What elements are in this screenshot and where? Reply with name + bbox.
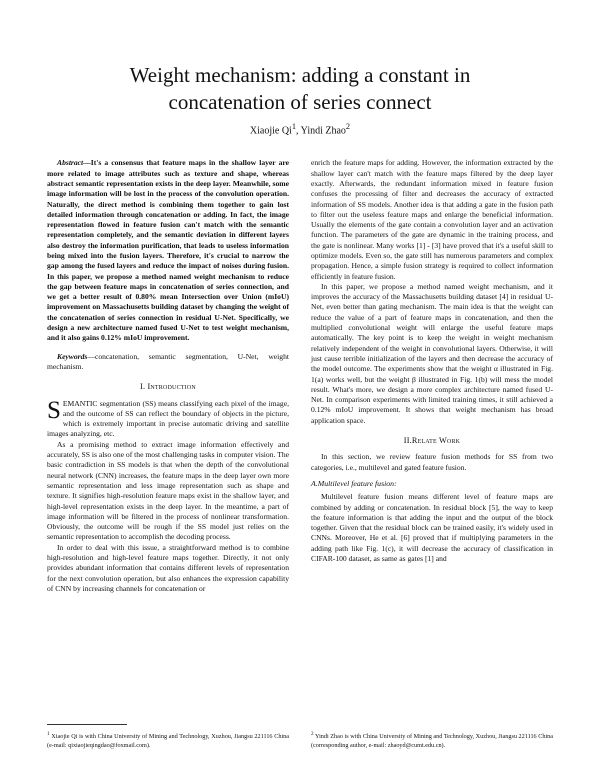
related-paragraph-1: In this section, we review feature fusion methods for SS from two categories, i.e., multilevel and gated feature fusion.	[311, 452, 553, 472]
right-paragraph-1: enrich the feature maps for adding. However, the information extracted by the shallow layer can't match with the feature maps filtered by the deep layer exactly. Afterwards, the redundant information mixed in feature fusion confuses the processing of filter and decreases the accuracy of extracted information of SS models. Another idea is that adding a gate in the fusion path to filter out the useless feature maps and enlarge the beneficial information. Usually the elements of the gate contain a convolution layer and an activation function. The parameters of the gate are dynamic in the training process, and the gate is nonlinear. Many works [1] - [3] have proved that it's a useful skill to optimize models. Even so, the gate still has numerous parameters and complex propagation. Hence, a simple fusion strategy is required to collect information efficiently in feature fusion.	[311, 158, 553, 281]
right-paragraph-2: In this paper, we propose a method named weight mechanism, and it improves the accuracy of the Massachusetts building dataset [4] in residual U-Net, even better than gating mechanism. The main idea is that the weight can reduce the value of a part of feature maps in concatenation, and then the multiplied convolutional weight will enlarge the useful feature maps automatically. The key point is to keep the weight in weight mechanism relatively independent of the weight in convolutional layers. Otherwise, it will just cause terrible initialization of the layers and then decrease the accuracy of the model outcome. The experiments show that the weight α illustrated in Fig. 1(a) works well, but the weight β illustrated in Fig. 1(b) will mess the model result. What's more, we design a more complex architecture named fused U-Net. In comparison experiments with limited training times, it still achieved a 0.12% mIoU improvement. It shows that weight mechanism has broad application space.	[311, 281, 553, 425]
author-1-sup: 1	[291, 122, 297, 131]
two-column-body	[47, 158, 553, 594]
keywords	[47, 352, 289, 373]
subsection-heading-multilevel: A.Multilevel feature fusion:	[311, 478, 397, 488]
title-line-2: concatenation of series connect	[168, 90, 432, 114]
related-paragraph-2: Multilevel feature fusion means different level of feature maps are combined by adding or concatenation. In residual block [5], the way to keep the feature information is that adding the input and the output of the block together. Given that the residual block can be trained easily, it's widely used in CNNs. Moreover, He et al. [6] proved that if multiplying parameters in the adding path like Fig. 1(c), it will decrease the accuracy of classification in CIFAR-100 dataset, as same as gates [1] and	[311, 492, 553, 564]
intro-paragraph-2: As a promising method to extract image information effectively and accurately, SS is also one of the most challenging tasks in computer vision. The basic contradiction in SS models is that when the depth of the convolutional neural network (CNN) increases, the feature maps in the deep layer own more semantic representation and less image representation such as shape and texture. It signifies high-resolution feature maps exist in the shallow layer, and high-level representation exists in the deep layer. In the meantime, a part of image information will be filtered in the process of nonlinear transformation. Obviously, the outcome will be rough if the SS model just relies on the semantic representation to accomplish the decoding process.	[47, 439, 289, 542]
intro-paragraph-3: In order to deal with this issue, a straightforward method is to combine high-resolution and high-level feature maps together. Directly, it not only provides abundant information that contains different levels of representation for the next convolution operation, but also enhances the expression capability of CNN by increasing channels for concatenation or	[47, 542, 289, 593]
abstract	[47, 158, 289, 343]
author-2-sup: 2	[345, 122, 351, 131]
footnote-1: $^1$ Xiaojie Qi is with China University of Mining and Technology, Xuzhou, Jiangsu 221116 China (e-mail: qixiaojieqingdao@foxmail.com).	[47, 731, 289, 749]
paper-title	[47, 62, 553, 116]
left-column	[47, 158, 289, 594]
footnote-rule	[47, 724, 127, 725]
section-heading-related-work: II.Relate Work	[403, 436, 461, 446]
keywords-text: —concatenation, semantic segmentation, U-Net, weight mechanism.	[47, 351, 289, 371]
author-1: Xiaojie Qi	[249, 125, 292, 137]
intro-paragraph-1: SEMANTIC segmentation (SS) means classifying each pixel of the image, and the outcome of SS can reflect the boundary of objects in the picture, which is extremely important in precise automatic driving and satellite images analyzing, etc.	[47, 396, 289, 439]
title-line-1: Weight mechanism: adding a constant in	[129, 63, 471, 87]
author-2: , Yindi Zhao	[296, 125, 346, 137]
abstract-label: Abstract	[57, 158, 84, 168]
drop-cap: S	[47, 396, 61, 424]
right-column	[311, 158, 553, 594]
section-heading-introduction: I. Introduction	[140, 382, 196, 392]
keywords-label: Keywords	[57, 351, 88, 361]
abstract-text: —It's a consensus that feature maps in the shallow layer are more related to image attributes such as texture and shape, whereas abstract semantic representation exists in the deep layer. Meanwhile, some image information will be lost in the process of the convolution operation. Naturally, the direct method is combining them together to gain lost detailed information through concatenation or adding. In fact, the image representation flowed in feature fusion can't match with the semantic representation completely, and the semantic deviation in different layers also destroy the information purification, that leads to useless information being mixed into the fusion layers. Therefore, it's crucial to narrow the gap among the fused layers and reduce the impact of noises during fusion. In this paper, we propose a method named weight mechanism to reduce the gap between feature maps in concatenation of series connection, and we get a better result of 0.80% mean Intersection over Union (mIoU) improvement on Massachusetts building dataset by changing the weight of the concatenation of series connection in residual U-Net. Specifically, we design a new architecture named fused U-Net to test weight mechanism, and it also gains 0.12% mIoU improvement.	[47, 158, 289, 343]
author-list	[47, 122, 553, 136]
footnote-2: $^2$ Yindi Zhao is with China University of Mining and Technology, Xuzhou, Jiangsu 221116 China (corresponding author, e-mail: zhaoyd@cumt.edu.cn).	[311, 731, 553, 749]
